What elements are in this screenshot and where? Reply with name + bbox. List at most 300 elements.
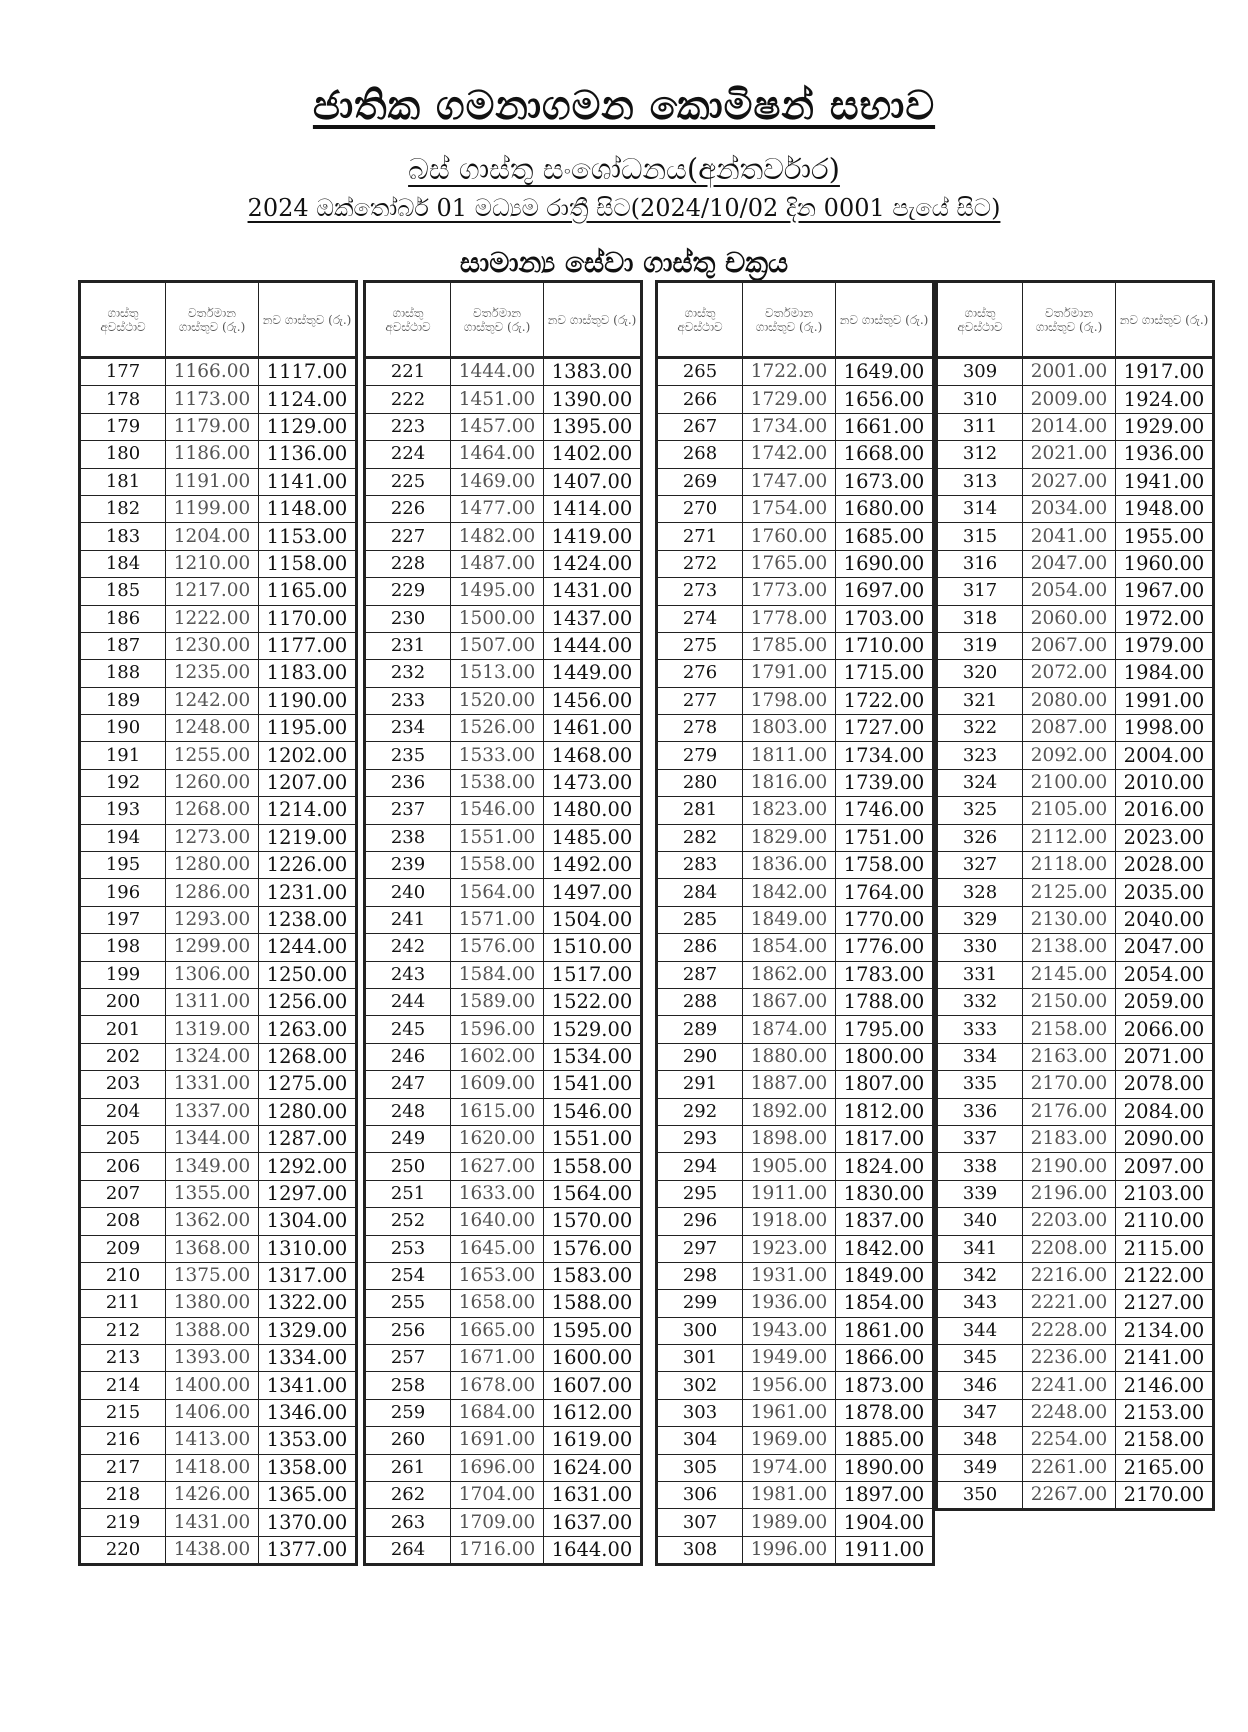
fare-stage-cell: 180 [80, 441, 166, 468]
table-row [657, 413, 934, 440]
fare-stage-cell: 313 [937, 468, 1023, 495]
current-fare-cell: 1874.00 [743, 1016, 836, 1043]
fare-stage-cell: 212 [80, 1317, 166, 1344]
table-row [657, 1509, 934, 1536]
fare-table [935, 280, 1215, 1511]
current-fare-cell: 1311.00 [166, 988, 259, 1015]
table-row [657, 1427, 934, 1454]
new-fare-cell: 2054.00 [1116, 961, 1214, 988]
fare-stage-cell: 297 [657, 1235, 743, 1262]
current-fare-cell: 2183.00 [1023, 1125, 1116, 1152]
current-fare-cell: 2216.00 [1023, 1262, 1116, 1289]
table-row [80, 1454, 357, 1481]
new-fare-cell: 1734.00 [836, 742, 934, 769]
table-row [80, 1125, 357, 1152]
current-fare-cell: 1798.00 [743, 687, 836, 714]
fare-stage-cell: 238 [365, 824, 451, 851]
table-row [365, 1482, 642, 1509]
current-fare-cell: 1260.00 [166, 769, 259, 796]
fare-stage-cell: 316 [937, 550, 1023, 577]
new-fare-cell: 1710.00 [836, 632, 934, 659]
current-fare-cell: 1854.00 [743, 934, 836, 961]
new-fare-cell: 1570.00 [544, 1208, 642, 1235]
new-fare-cell: 1764.00 [836, 879, 934, 906]
table-row [937, 1235, 1214, 1262]
fare-stage-cell: 301 [657, 1345, 743, 1372]
new-fare-cell: 1136.00 [259, 441, 357, 468]
table-row [657, 468, 934, 495]
table-row [365, 824, 642, 851]
current-fare-cell: 1564.00 [451, 879, 544, 906]
fare-table-3 [655, 280, 935, 1566]
table-row [657, 879, 934, 906]
table-row [80, 358, 357, 386]
fare-stage-cell: 226 [365, 495, 451, 522]
current-fare-cell: 1293.00 [166, 906, 259, 933]
fare-stage-cell: 255 [365, 1290, 451, 1317]
fare-table-2 [363, 280, 643, 1566]
fare-stage-cell: 244 [365, 988, 451, 1015]
current-fare-cell: 1469.00 [451, 468, 544, 495]
fare-stage-cell: 331 [937, 961, 1023, 988]
table-row [80, 1098, 357, 1125]
new-fare-cell: 1897.00 [836, 1482, 934, 1509]
new-fare-cell: 1703.00 [836, 605, 934, 632]
table-row [365, 1071, 642, 1098]
current-fare-cell: 1199.00 [166, 495, 259, 522]
table-row [365, 468, 642, 495]
new-fare-header: නව ගාස්තුව (රු.) [1116, 282, 1214, 358]
fare-stage-cell: 194 [80, 824, 166, 851]
table-row [937, 386, 1214, 413]
fare-stage-cell: 307 [657, 1509, 743, 1536]
current-fare-cell: 1235.00 [166, 660, 259, 687]
current-fare-cell: 1584.00 [451, 961, 544, 988]
current-fare-cell: 1500.00 [451, 605, 544, 632]
new-fare-cell: 1551.00 [544, 1125, 642, 1152]
current-fare-cell: 2261.00 [1023, 1454, 1116, 1481]
new-fare-cell: 1431.00 [544, 578, 642, 605]
current-fare-cell: 2014.00 [1023, 413, 1116, 440]
fare-stage-cell: 230 [365, 605, 451, 632]
fare-stage-cell: 251 [365, 1180, 451, 1207]
table-row [80, 934, 357, 961]
current-fare-cell: 1829.00 [743, 824, 836, 851]
new-fare-cell: 1534.00 [544, 1043, 642, 1070]
table-row [937, 687, 1214, 714]
current-fare-cell: 1742.00 [743, 441, 836, 468]
new-fare-cell: 1948.00 [1116, 495, 1214, 522]
fare-stage-cell: 308 [657, 1536, 743, 1564]
current-fare-cell: 1716.00 [451, 1536, 544, 1564]
table-row [365, 961, 642, 988]
current-fare-cell: 2176.00 [1023, 1098, 1116, 1125]
current-fare-cell: 1961.00 [743, 1399, 836, 1426]
current-fare-cell: 1576.00 [451, 934, 544, 961]
fare-stage-cell: 190 [80, 715, 166, 742]
current-fare-cell: 1204.00 [166, 523, 259, 550]
fare-stage-cell: 337 [937, 1125, 1023, 1152]
table-row [365, 879, 642, 906]
new-fare-cell: 1226.00 [259, 852, 357, 879]
current-fare-cell: 1487.00 [451, 550, 544, 577]
new-fare-cell: 1207.00 [259, 769, 357, 796]
new-fare-cell: 1183.00 [259, 660, 357, 687]
fare-stage-cell: 262 [365, 1482, 451, 1509]
current-fare-cell: 2027.00 [1023, 468, 1116, 495]
table-row [365, 1043, 642, 1070]
current-fare-cell: 1451.00 [451, 386, 544, 413]
current-fare-cell: 2138.00 [1023, 934, 1116, 961]
current-fare-cell: 1602.00 [451, 1043, 544, 1070]
current-fare-cell: 2118.00 [1023, 852, 1116, 879]
current-fare-header: වර්තමාන ගාස්තුව (රු.) [451, 282, 544, 358]
fare-stage-cell: 323 [937, 742, 1023, 769]
current-fare-cell: 2112.00 [1023, 824, 1116, 851]
current-fare-cell: 1520.00 [451, 687, 544, 714]
table-row [657, 1016, 934, 1043]
new-fare-cell: 1690.00 [836, 550, 934, 577]
new-fare-cell: 1619.00 [544, 1427, 642, 1454]
table-row [657, 1071, 934, 1098]
fare-stage-cell: 317 [937, 578, 1023, 605]
fare-stage-cell: 210 [80, 1262, 166, 1289]
current-fare-cell: 1280.00 [166, 852, 259, 879]
table-row [365, 413, 642, 440]
fare-stage-cell: 214 [80, 1372, 166, 1399]
table-row [365, 1235, 642, 1262]
fare-stage-cell: 249 [365, 1125, 451, 1152]
table-row [937, 1399, 1214, 1426]
current-fare-cell: 1538.00 [451, 769, 544, 796]
fare-stage-cell: 221 [365, 358, 451, 386]
fare-stage-cell: 280 [657, 769, 743, 796]
table-row [80, 1317, 357, 1344]
new-fare-cell: 1407.00 [544, 468, 642, 495]
new-fare-cell: 2028.00 [1116, 852, 1214, 879]
table-row [365, 1536, 642, 1564]
fare-stage-cell: 241 [365, 906, 451, 933]
table-row [80, 742, 357, 769]
table-row [937, 1454, 1214, 1481]
new-fare-cell: 1517.00 [544, 961, 642, 988]
fare-stage-cell: 266 [657, 386, 743, 413]
current-fare-cell: 1887.00 [743, 1071, 836, 1098]
current-fare-cell: 1905.00 [743, 1153, 836, 1180]
new-fare-cell: 1124.00 [259, 386, 357, 413]
current-fare-cell: 2130.00 [1023, 906, 1116, 933]
fare-stage-cell: 335 [937, 1071, 1023, 1098]
fare-table [363, 280, 643, 1566]
table-row [80, 797, 357, 824]
fare-stage-cell: 231 [365, 632, 451, 659]
table-row [657, 1290, 934, 1317]
table-row [657, 1372, 934, 1399]
table-row [657, 961, 934, 988]
fare-stage-cell: 292 [657, 1098, 743, 1125]
current-fare-cell: 1438.00 [166, 1536, 259, 1564]
new-fare-cell: 1776.00 [836, 934, 934, 961]
table-row [657, 605, 934, 632]
fare-stage-cell: 188 [80, 660, 166, 687]
current-fare-cell: 1388.00 [166, 1317, 259, 1344]
current-fare-cell: 1892.00 [743, 1098, 836, 1125]
fare-stage-cell: 209 [80, 1235, 166, 1262]
current-fare-cell: 2034.00 [1023, 495, 1116, 522]
current-fare-cell: 1533.00 [451, 742, 544, 769]
new-fare-cell: 2122.00 [1116, 1262, 1214, 1289]
fare-stage-cell: 329 [937, 906, 1023, 933]
current-fare-cell: 1444.00 [451, 358, 544, 386]
current-fare-cell: 1306.00 [166, 961, 259, 988]
table-row [937, 632, 1214, 659]
new-fare-cell: 1967.00 [1116, 578, 1214, 605]
current-fare-cell: 1255.00 [166, 742, 259, 769]
new-fare-cell: 1854.00 [836, 1290, 934, 1317]
new-fare-cell: 1292.00 [259, 1153, 357, 1180]
table-row [657, 1180, 934, 1207]
fare-stage-cell: 187 [80, 632, 166, 659]
new-fare-cell: 1588.00 [544, 1290, 642, 1317]
new-fare-cell: 1911.00 [836, 1536, 934, 1564]
table-row [365, 1317, 642, 1344]
table-row [365, 1290, 642, 1317]
current-fare-cell: 2221.00 [1023, 1290, 1116, 1317]
table-row [365, 934, 642, 961]
new-fare-cell: 1564.00 [544, 1180, 642, 1207]
new-fare-cell: 1685.00 [836, 523, 934, 550]
current-fare-cell: 1678.00 [451, 1372, 544, 1399]
current-fare-cell: 1823.00 [743, 797, 836, 824]
fare-stage-cell: 186 [80, 605, 166, 632]
table-row [365, 988, 642, 1015]
current-fare-cell: 1355.00 [166, 1180, 259, 1207]
new-fare-cell: 1256.00 [259, 988, 357, 1015]
fare-stage-cell: 243 [365, 961, 451, 988]
new-fare-cell: 1377.00 [259, 1536, 357, 1564]
fare-stage-cell: 299 [657, 1290, 743, 1317]
current-fare-cell: 1375.00 [166, 1262, 259, 1289]
fare-stage-cell: 219 [80, 1509, 166, 1536]
table-row [937, 742, 1214, 769]
fare-stage-cell: 302 [657, 1372, 743, 1399]
fare-stage-cell: 333 [937, 1016, 1023, 1043]
fare-stage-cell: 206 [80, 1153, 166, 1180]
current-fare-cell: 1747.00 [743, 468, 836, 495]
current-fare-cell: 1709.00 [451, 1509, 544, 1536]
fare-stage-cell: 330 [937, 934, 1023, 961]
current-fare-cell: 1765.00 [743, 550, 836, 577]
current-fare-cell: 1691.00 [451, 1427, 544, 1454]
current-fare-cell: 1230.00 [166, 632, 259, 659]
current-fare-cell: 1558.00 [451, 852, 544, 879]
current-fare-cell: 1620.00 [451, 1125, 544, 1152]
table-row [80, 1427, 357, 1454]
fare-stage-cell: 273 [657, 578, 743, 605]
current-fare-cell: 1842.00 [743, 879, 836, 906]
current-fare-cell: 1546.00 [451, 797, 544, 824]
fare-stage-cell: 306 [657, 1482, 743, 1509]
fare-stage-cell: 218 [80, 1482, 166, 1509]
fare-stage-header: ගාස්තු අවස්ථාව [657, 282, 743, 358]
new-fare-cell: 1824.00 [836, 1153, 934, 1180]
new-fare-cell: 1890.00 [836, 1454, 934, 1481]
new-fare-cell: 2004.00 [1116, 742, 1214, 769]
fare-stage-cell: 215 [80, 1399, 166, 1426]
fare-stage-cell: 328 [937, 879, 1023, 906]
fare-stage-cell: 237 [365, 797, 451, 824]
new-fare-cell: 2023.00 [1116, 824, 1214, 851]
fare-stage-cell: 287 [657, 961, 743, 988]
new-fare-cell: 1231.00 [259, 879, 357, 906]
new-fare-cell: 2040.00 [1116, 906, 1214, 933]
current-fare-cell: 1633.00 [451, 1180, 544, 1207]
new-fare-cell: 1129.00 [259, 413, 357, 440]
table-row [365, 1372, 642, 1399]
fare-stage-cell: 281 [657, 797, 743, 824]
current-fare-cell: 1640.00 [451, 1208, 544, 1235]
current-fare-cell: 2254.00 [1023, 1427, 1116, 1454]
fare-stage-cell: 343 [937, 1290, 1023, 1317]
current-fare-cell: 2203.00 [1023, 1208, 1116, 1235]
new-fare-cell: 1346.00 [259, 1399, 357, 1426]
current-fare-cell: 1645.00 [451, 1235, 544, 1262]
fare-stage-cell: 202 [80, 1043, 166, 1070]
table-row [937, 578, 1214, 605]
new-fare-cell: 1984.00 [1116, 660, 1214, 687]
table-row [657, 988, 934, 1015]
new-fare-cell: 1861.00 [836, 1317, 934, 1344]
fare-stage-cell: 242 [365, 934, 451, 961]
new-fare-cell: 1341.00 [259, 1372, 357, 1399]
new-fare-cell: 1497.00 [544, 879, 642, 906]
current-fare-cell: 1222.00 [166, 605, 259, 632]
table-row [657, 1482, 934, 1509]
fare-stage-cell: 326 [937, 824, 1023, 851]
new-fare-cell: 2071.00 [1116, 1043, 1214, 1070]
table-row [80, 1235, 357, 1262]
new-fare-cell: 1770.00 [836, 906, 934, 933]
table-row [657, 797, 934, 824]
current-fare-cell: 1337.00 [166, 1098, 259, 1125]
new-fare-cell: 2170.00 [1116, 1482, 1214, 1510]
fare-stage-cell: 322 [937, 715, 1023, 742]
current-fare-cell: 1734.00 [743, 413, 836, 440]
current-fare-cell: 1589.00 [451, 988, 544, 1015]
current-fare-cell: 1349.00 [166, 1153, 259, 1180]
fare-stage-cell: 182 [80, 495, 166, 522]
new-fare-cell: 1358.00 [259, 1454, 357, 1481]
fare-stage-header: ගාස්තු අවස්ථාව [937, 282, 1023, 358]
new-fare-cell: 1607.00 [544, 1372, 642, 1399]
current-fare-cell: 2087.00 [1023, 715, 1116, 742]
new-fare-cell: 1873.00 [836, 1372, 934, 1399]
current-fare-cell: 1380.00 [166, 1290, 259, 1317]
current-fare-cell: 1862.00 [743, 961, 836, 988]
table-row [80, 1153, 357, 1180]
fare-stage-cell: 239 [365, 852, 451, 879]
current-fare-cell: 2041.00 [1023, 523, 1116, 550]
new-fare-cell: 1788.00 [836, 988, 934, 1015]
table-row [657, 1399, 934, 1426]
fare-stage-cell: 233 [365, 687, 451, 714]
table-row [657, 687, 934, 714]
table-row [937, 797, 1214, 824]
table-row [365, 1345, 642, 1372]
current-fare-cell: 1931.00 [743, 1262, 836, 1289]
current-fare-cell: 1949.00 [743, 1345, 836, 1372]
new-fare-cell: 1668.00 [836, 441, 934, 468]
current-fare-cell: 1974.00 [743, 1454, 836, 1481]
fare-table [78, 280, 358, 1566]
table-row [80, 1208, 357, 1235]
fare-stage-cell: 257 [365, 1345, 451, 1372]
fare-stage-cell: 320 [937, 660, 1023, 687]
table-row [365, 852, 642, 879]
fare-stage-cell: 204 [80, 1098, 166, 1125]
table-row [80, 1043, 357, 1070]
fare-stage-cell: 247 [365, 1071, 451, 1098]
fare-stage-cell: 189 [80, 687, 166, 714]
table-row [657, 769, 934, 796]
table-row [937, 468, 1214, 495]
current-fare-cell: 2060.00 [1023, 605, 1116, 632]
current-fare-cell: 2105.00 [1023, 797, 1116, 824]
current-fare-cell: 1836.00 [743, 852, 836, 879]
table-row [365, 797, 642, 824]
fare-stage-cell: 192 [80, 769, 166, 796]
table-row [657, 1345, 934, 1372]
current-fare-cell: 1186.00 [166, 441, 259, 468]
new-fare-cell: 1297.00 [259, 1180, 357, 1207]
current-fare-cell: 1344.00 [166, 1125, 259, 1152]
fare-stage-cell: 345 [937, 1345, 1023, 1372]
new-fare-cell: 1304.00 [259, 1208, 357, 1235]
fare-stage-cell: 295 [657, 1180, 743, 1207]
fare-stage-cell: 314 [937, 495, 1023, 522]
fare-stage-cell: 246 [365, 1043, 451, 1070]
table-row [937, 1262, 1214, 1289]
table-row [657, 1125, 934, 1152]
fare-stage-cell: 309 [937, 358, 1023, 386]
current-fare-cell: 1431.00 [166, 1509, 259, 1536]
new-fare-cell: 1456.00 [544, 687, 642, 714]
current-fare-cell: 1526.00 [451, 715, 544, 742]
fare-stage-cell: 296 [657, 1208, 743, 1235]
new-fare-cell: 1244.00 [259, 934, 357, 961]
current-fare-cell: 1482.00 [451, 523, 544, 550]
fare-stage-cell: 200 [80, 988, 166, 1015]
fare-stage-cell: 258 [365, 1372, 451, 1399]
table-row [80, 879, 357, 906]
current-fare-cell: 1969.00 [743, 1427, 836, 1454]
new-fare-cell: 2115.00 [1116, 1235, 1214, 1262]
table-row [80, 550, 357, 577]
new-fare-cell: 2146.00 [1116, 1372, 1214, 1399]
table-row [365, 715, 642, 742]
table-row [365, 1098, 642, 1125]
fare-stage-cell: 201 [80, 1016, 166, 1043]
current-fare-cell: 2021.00 [1023, 441, 1116, 468]
table-row [937, 1180, 1214, 1207]
current-fare-cell: 1880.00 [743, 1043, 836, 1070]
table-row [80, 1509, 357, 1536]
table-row [365, 687, 642, 714]
new-fare-cell: 1727.00 [836, 715, 934, 742]
new-fare-cell: 1310.00 [259, 1235, 357, 1262]
new-fare-cell: 1795.00 [836, 1016, 934, 1043]
new-fare-cell: 2078.00 [1116, 1071, 1214, 1098]
